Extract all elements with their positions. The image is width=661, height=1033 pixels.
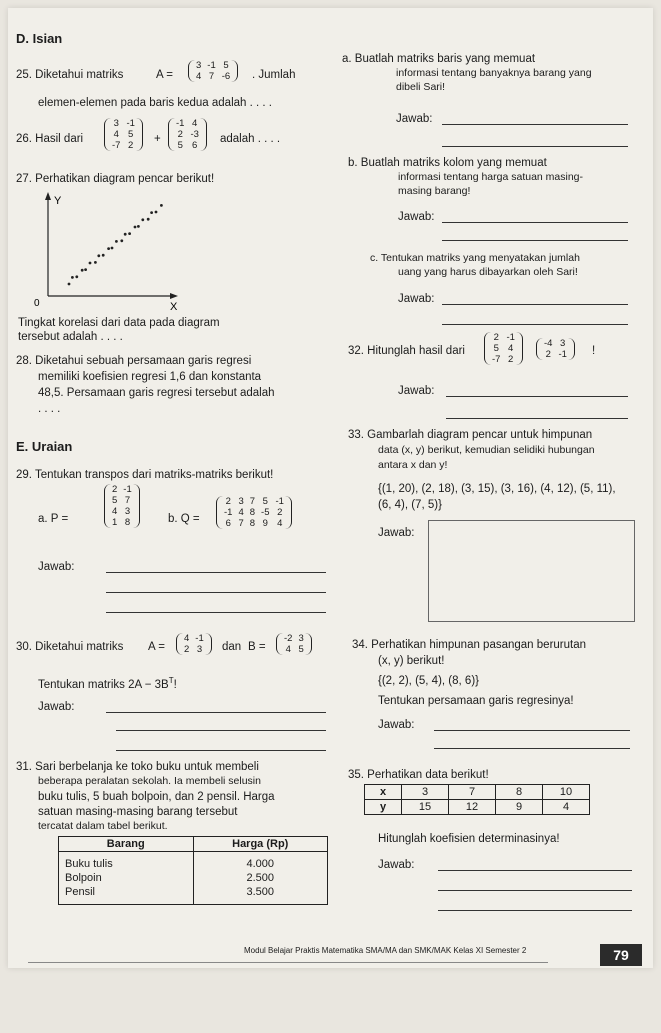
- q34-line1: 34. Perhatikan himpunan pasangan berurutan: [352, 639, 587, 651]
- q26-matrix-2-entry: 4: [192, 118, 198, 129]
- q32-matrix-1-entry: -1: [506, 332, 515, 343]
- q26-matrix-1: [104, 118, 143, 151]
- q33-set-line2: (6, 4), (7, 5)}: [378, 499, 442, 511]
- q35-answer-line-1[interactable]: [438, 870, 632, 871]
- scatter-point: [81, 269, 84, 272]
- q31a-jawab: Jawab:: [396, 113, 433, 125]
- q31-price-2: 2.500: [193, 871, 328, 885]
- q31-price-3: 3.500: [193, 885, 328, 905]
- scatter-diagram: [26, 186, 186, 313]
- q29-label: 29. Tentukan transpos dari matriks-matriks berikut!: [16, 469, 274, 481]
- q26-label: 26. Hasil dari: [16, 133, 84, 145]
- scatter-point: [147, 218, 150, 221]
- matrix-q-entry: -1: [275, 496, 284, 507]
- q30-matrix-a-entry: -1: [195, 633, 204, 644]
- q26-matrix-2-entry: -1: [176, 118, 185, 129]
- matrix-p-entry: 8: [124, 517, 131, 528]
- q35-y-2: 12: [449, 800, 496, 815]
- q32-matrix-1-entry: 2: [508, 354, 514, 365]
- q31b-answer-line-1[interactable]: [442, 222, 628, 223]
- matrix-q-entry: -5: [261, 507, 270, 518]
- q25-after: . Jumlah: [252, 69, 296, 81]
- q31b-line2: informasi tentang harga satuan masing-: [398, 171, 584, 183]
- q30-answer-line-2[interactable]: [116, 730, 326, 731]
- q31-line2: beberapa peralatan sekolah. Ia membeli selusin: [38, 775, 261, 787]
- matrix-p-entry: -1: [123, 484, 132, 495]
- q30-matrix-b-entry: 5: [298, 644, 304, 655]
- q35-x-3: 8: [496, 785, 543, 800]
- q35-answer-line-2[interactable]: [438, 890, 632, 891]
- q30-matrix-b: [276, 633, 312, 655]
- scatter-point: [137, 225, 140, 228]
- q25-matrix-entry: 5: [223, 60, 229, 71]
- scatter-point: [94, 261, 97, 264]
- q31b-line3: masing barang!: [398, 185, 471, 197]
- q27-label: 27. Perhatikan diagram pencar berikut!: [16, 173, 215, 185]
- q31a-answer-line-2[interactable]: [442, 146, 628, 147]
- q27-line1: Tingkat korelasi dari data pada diagram: [18, 317, 220, 329]
- matrix-q-entry: 9: [262, 518, 268, 529]
- q32-answer-line-2[interactable]: [446, 418, 628, 419]
- q35-y-3: 9: [496, 800, 543, 815]
- q31a-line3: dibeli Sari!: [396, 81, 446, 93]
- footer-text: Modul Belajar Praktis Matematika SMA/MA dan SMK/MAK Kelas XI Semester 2: [244, 946, 527, 955]
- q35-jawab: Jawab:: [378, 859, 415, 871]
- q30-label: 30. Diketahui matriks: [16, 641, 124, 653]
- q32-label: 32. Hitunglah hasil dari: [348, 345, 465, 357]
- q33-answer-box[interactable]: [428, 520, 635, 622]
- scatter-point: [71, 276, 74, 279]
- q26-matrix-1-entry: 4: [113, 129, 119, 140]
- x-axis-arrow: [170, 293, 178, 299]
- q31c-answer-line-2[interactable]: [442, 324, 628, 325]
- q32-jawab: Jawab:: [398, 385, 435, 397]
- q35-x-2: 7: [449, 785, 496, 800]
- worksheet-page: [8, 8, 653, 968]
- q32-matrix-1-entry: -7: [492, 354, 501, 365]
- q29-answer-line-1[interactable]: [106, 572, 326, 573]
- q32-matrix-2: [536, 338, 575, 360]
- q32-matrix-2-entry: -4: [544, 338, 553, 349]
- scatter-point: [155, 211, 158, 214]
- q25-matrix-entry: 4: [196, 71, 202, 82]
- q32-matrix-1-entry: 2: [493, 332, 499, 343]
- q26-plus: +: [154, 133, 161, 145]
- matrix-q-entry: 7: [238, 518, 244, 529]
- q31a-answer-line-1[interactable]: [442, 124, 628, 125]
- q26-matrix-1-entry: 2: [128, 140, 134, 151]
- matrix-p-entry: 3: [124, 506, 131, 517]
- matrix-q-entry: 4: [238, 507, 244, 518]
- q30-jawab: Jawab:: [38, 701, 75, 713]
- q30-dan: dan: [222, 641, 242, 653]
- q31c-label: c. Tentukan matriks yang menyatakan jumlah: [370, 252, 580, 264]
- q25-matrix-entry: 7: [208, 71, 215, 82]
- q31-line4: satuan masing-masing barang tersebut: [38, 806, 238, 818]
- matrix-q-entry: 5: [262, 496, 268, 507]
- q31-price-1: 4.000: [193, 852, 328, 872]
- q31-item-1: Buku tulis: [59, 852, 194, 872]
- matrix-p-entry: 2: [112, 484, 118, 495]
- q31-item-3: Pensil: [59, 885, 194, 905]
- scatter-point: [107, 247, 110, 250]
- q31-line1: 31. Sari berbelanja ke toko buku untuk membeli: [16, 761, 259, 773]
- q31-header-price: Harga (Rp): [193, 837, 328, 852]
- q34-answer-line-1[interactable]: [434, 730, 630, 731]
- q35-label: 35. Perhatikan data berikut!: [348, 769, 489, 781]
- scatter-point: [160, 204, 163, 207]
- scatter-point: [150, 211, 153, 214]
- q30-answer-line-1[interactable]: [106, 712, 326, 713]
- q31c-answer-line-1[interactable]: [442, 304, 628, 305]
- q26-matrix-2-entry: -3: [190, 129, 199, 140]
- footer-rule: [28, 962, 548, 963]
- q31-header-item: Barang: [59, 837, 194, 852]
- matrix-q-entry: 2: [277, 507, 283, 518]
- q35-y-4: 4: [543, 800, 590, 815]
- q25-matrix-entry: -6: [221, 71, 231, 82]
- matrix-q-entry: 8: [249, 507, 256, 518]
- q31b-jawab: Jawab:: [398, 211, 435, 223]
- q25-label: 25. Diketahui matriks: [16, 69, 124, 81]
- section-e-heading: E. Uraian: [16, 439, 73, 454]
- scatter-points: [68, 204, 163, 285]
- q34-line2: (x, y) berikut!: [378, 655, 445, 667]
- scatter-point: [111, 247, 114, 250]
- q32-matrix-2-entry: -1: [558, 349, 567, 360]
- q25-a-eq: A =: [156, 69, 173, 81]
- q34-answer-line-2[interactable]: [434, 748, 630, 749]
- q35-ask: Hitunglah koefisien determinasinya!: [378, 833, 560, 845]
- q35-answer-line-3[interactable]: [438, 910, 632, 911]
- q32-answer-line-1[interactable]: [446, 396, 628, 397]
- q28-line2: memiliki koefisien regresi 1,6 dan konstanta: [38, 371, 262, 383]
- q28-line4: . . . .: [38, 403, 61, 415]
- q35-y-1: 15: [402, 800, 449, 815]
- q29-matrix-p: [104, 484, 140, 528]
- q25-line2: elemen-elemen pada baris kedua adalah . . . .: [38, 97, 272, 109]
- q29-b-label: b. Q =: [168, 513, 200, 525]
- q34-jawab: Jawab:: [378, 719, 415, 731]
- q30-line2: Tentukan matriks $2A - 3B^T$!: [38, 676, 177, 691]
- q33-line1: 33. Gambarlah diagram pencar untuk himpunan: [348, 429, 593, 441]
- scatter-point: [134, 226, 137, 229]
- scatter-point: [128, 232, 131, 235]
- matrix-p-entry: 5: [112, 495, 118, 506]
- q25-matrix-entry: -1: [207, 60, 216, 71]
- q31a-line2: informasi tentang banyaknya barang yang: [396, 67, 592, 79]
- q33-line2: data (x, y) berikut, kemudian selidiki hubungan: [378, 444, 595, 456]
- q26-matrix-2-entry: 6: [192, 140, 198, 151]
- q30-matrix-b-entry: 3: [298, 633, 304, 644]
- matrix-p-entry: 1: [112, 517, 118, 528]
- q31b-label: b. Buatlah matriks kolom yang memuat: [348, 157, 547, 169]
- page-number: 79: [600, 944, 642, 966]
- matrix-q-entry: 8: [249, 518, 256, 529]
- q31-line3: buku tulis, 5 buah bolpoin, dan 2 pensil. Harga: [38, 791, 275, 803]
- q26-matrix-2-entry: 2: [177, 129, 183, 140]
- q29-answer-line-3[interactable]: [106, 612, 326, 613]
- q32-matrix-1-entry: 4: [508, 343, 514, 354]
- scatter-point: [97, 254, 100, 257]
- q35-x-label: x: [365, 785, 402, 800]
- q30-matrix-b-entry: -2: [284, 633, 293, 644]
- matrix-p-entry: 7: [124, 495, 131, 506]
- x-axis-label: X: [170, 301, 178, 313]
- q31b-answer-line-2[interactable]: [442, 240, 628, 241]
- scatter-point: [89, 262, 92, 265]
- q30-matrix-a-entry: 2: [184, 644, 190, 655]
- q27-line2: tersebut adalah . . . .: [18, 331, 123, 343]
- q30-b-eq: B =: [248, 641, 266, 653]
- q31c-line2: uang yang harus dibayarkan oleh Sari!: [398, 266, 578, 278]
- q32-excl: !: [592, 345, 596, 357]
- q29-jawab: Jawab:: [38, 561, 75, 573]
- q31-price-table: [58, 836, 328, 905]
- q26-matrix-1-entry: -7: [112, 140, 121, 151]
- matrix-q-entry: 4: [277, 518, 283, 529]
- q32-matrix-2-entry: 3: [560, 338, 566, 349]
- q26-matrix-2: [168, 118, 207, 151]
- scatter-point: [102, 254, 105, 257]
- q26-matrix-1-entry: 3: [113, 118, 119, 129]
- matrix-q-entry: 3: [238, 496, 244, 507]
- q30-matrix-a: [176, 633, 212, 655]
- q35-x-1: 3: [402, 785, 449, 800]
- q30-matrix-a-entry: 4: [184, 633, 190, 644]
- scatter-point: [84, 268, 87, 271]
- q31-line5: tercatat dalam tabel berikut.: [38, 820, 168, 832]
- q33-jawab: Jawab:: [378, 527, 415, 539]
- q35-x-4: 10: [543, 785, 590, 800]
- origin-label: 0: [34, 298, 40, 309]
- scatter-point: [68, 283, 71, 286]
- q30-matrix-a-entry: 3: [196, 644, 203, 655]
- q26-after: adalah . . . .: [220, 133, 281, 145]
- q34-line3: Tentukan persamaan garis regresinya!: [378, 695, 574, 707]
- y-axis-arrow: [45, 192, 51, 200]
- q29-answer-line-2[interactable]: [106, 592, 326, 593]
- q31c-jawab: Jawab:: [398, 293, 435, 305]
- matrix-q-entry: 2: [225, 496, 231, 507]
- scatter-point: [141, 218, 144, 221]
- q30-matrix-b-entry: 4: [285, 644, 291, 655]
- scatter-point: [124, 233, 127, 236]
- matrix-p-entry: 4: [112, 506, 118, 517]
- q25-matrix-entry: 3: [196, 60, 202, 71]
- q31a-label: a. Buatlah matriks baris yang memuat: [342, 53, 536, 65]
- q25-matrix-a: [188, 60, 238, 82]
- y-axis-label: Y: [54, 195, 62, 207]
- q32-matrix-1: [484, 332, 523, 365]
- matrix-q-entry: 6: [225, 518, 231, 529]
- q33-line3: antara x dan y!: [378, 459, 448, 471]
- scatter-point: [75, 275, 78, 278]
- q29-matrix-q: [216, 496, 292, 529]
- q30-a-eq: A =: [148, 641, 165, 653]
- q26-matrix-1-entry: 5: [128, 129, 134, 140]
- matrix-q-entry: 7: [249, 496, 256, 507]
- q28-line1: 28. Diketahui sebuah persamaan garis regresi: [16, 355, 252, 367]
- q26-matrix-2-entry: 5: [177, 140, 183, 151]
- q34-set: {(2, 2), (5, 4), (8, 6)}: [378, 675, 479, 687]
- q29-a-label: a. P =: [38, 513, 69, 525]
- scatter-point: [115, 240, 118, 243]
- q35-data-table: [364, 784, 590, 815]
- q28-line3: 48,5. Persamaan garis regresi tersebut adalah: [38, 387, 275, 399]
- q32-matrix-1-entry: 5: [493, 343, 499, 354]
- q26-matrix-1-entry: -1: [126, 118, 135, 129]
- q33-set-line1: {(1, 20), (2, 18), (3, 15), (3, 16), (4, 12), (5, 11),: [378, 483, 616, 495]
- section-d-heading: D. Isian: [16, 31, 63, 46]
- scatter-point: [120, 239, 123, 242]
- matrix-q-entry: -1: [224, 507, 233, 518]
- q35-y-label: y: [365, 800, 402, 815]
- q31-item-2: Bolpoin: [59, 871, 194, 885]
- q30-answer-line-3[interactable]: [116, 750, 326, 751]
- q32-matrix-2-entry: 2: [545, 349, 551, 360]
